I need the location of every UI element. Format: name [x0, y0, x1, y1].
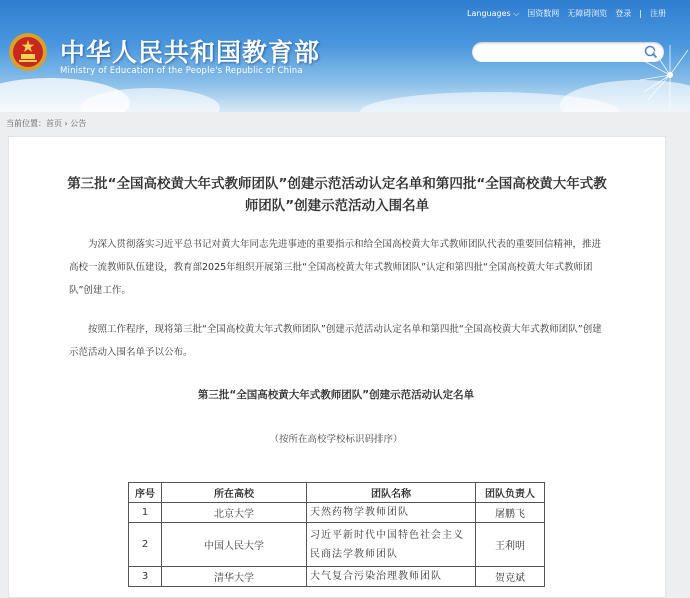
- table-row: [129, 503, 545, 523]
- column-header-number: 序号: [129, 483, 162, 503]
- row-school: 清华大学: [162, 567, 307, 587]
- top-links: [467, 8, 666, 19]
- table-header-row: [129, 483, 545, 503]
- site-header: [0, 0, 690, 112]
- list-note: （按所在高校学校标识码排序）: [269, 434, 403, 445]
- row-team: 习近平新时代中国特色社会主义民商法学教师团队: [307, 523, 476, 567]
- guozi-link[interactable]: 国资数网: [527, 9, 560, 18]
- row-school: 中国人民大学: [162, 523, 307, 567]
- table-row: [129, 523, 545, 567]
- breadcrumb-notice-link[interactable]: 公告: [70, 119, 87, 128]
- register-link[interactable]: 注册: [650, 9, 666, 18]
- site-subtitle: Ministry of Education of the People's Republic of China: [60, 66, 303, 76]
- row-leader: 屠鹏飞: [476, 503, 545, 523]
- column-header-team: 团队名称: [307, 483, 476, 503]
- dandelion-decoration-icon: [630, 40, 690, 110]
- table-row: [129, 567, 545, 587]
- breadcrumb-separator: ›: [64, 119, 68, 128]
- national-emblem-icon: [8, 32, 48, 72]
- row-school: 北京大学: [162, 503, 307, 523]
- site-title: 中华人民共和国教育部: [60, 38, 321, 67]
- article-title: 第三批“全国高校黄大年式教师团队”创建示范活动认定名单和第四批“全国高校黄大年式教师团队”创建示范活动入围名单: [67, 176, 607, 214]
- languages-link[interactable]: Languages ⌵: [467, 8, 520, 18]
- row-team: 大气复合污染治理教师团队: [307, 567, 476, 587]
- article-panel: [8, 136, 666, 598]
- breadcrumb-prefix: 当前位置：: [6, 119, 46, 128]
- accessibility-link[interactable]: 无障碍浏览: [567, 9, 608, 18]
- article-paragraph: 按照工作程序，现将第三批“全国高校黄大年式教师团队”创建示范活动认定名单和第四批“全国高校黄大年式教师团队”创建示范活动入围名单予以公布。: [69, 324, 602, 358]
- team-list-table: [128, 482, 545, 587]
- column-header-school: 所在高校: [162, 483, 307, 503]
- article-paragraph: 为深入贯彻落实习近平总书记对黄大年同志先进事迹的重要指示和给全国高校黄大年式教师团队代表的重要回信精神，推进高校一流教师队伍建设，教育部2025年组织开展第三批“全国高校黄大年式教师团队”认定和第四批“全国高校黄大年式教师团队”创建工作。: [69, 239, 602, 296]
- row-number: 1: [129, 503, 162, 523]
- list-heading: 第三批“全国高校黄大年式教师团队”创建示范活动认定名单: [197, 389, 475, 401]
- row-team: 天然药物学教师团队: [307, 503, 476, 523]
- breadcrumb: [6, 118, 86, 129]
- row-number: 2: [129, 523, 162, 567]
- column-header-leader: 团队负责人: [476, 483, 545, 503]
- login-link[interactable]: 登录: [615, 9, 632, 18]
- row-leader: 王利明: [476, 523, 545, 567]
- link-divider: |: [639, 9, 642, 18]
- breadcrumb-home-link[interactable]: 首页: [46, 119, 62, 128]
- row-number: 3: [129, 567, 162, 587]
- row-leader: 贺克斌: [476, 567, 545, 587]
